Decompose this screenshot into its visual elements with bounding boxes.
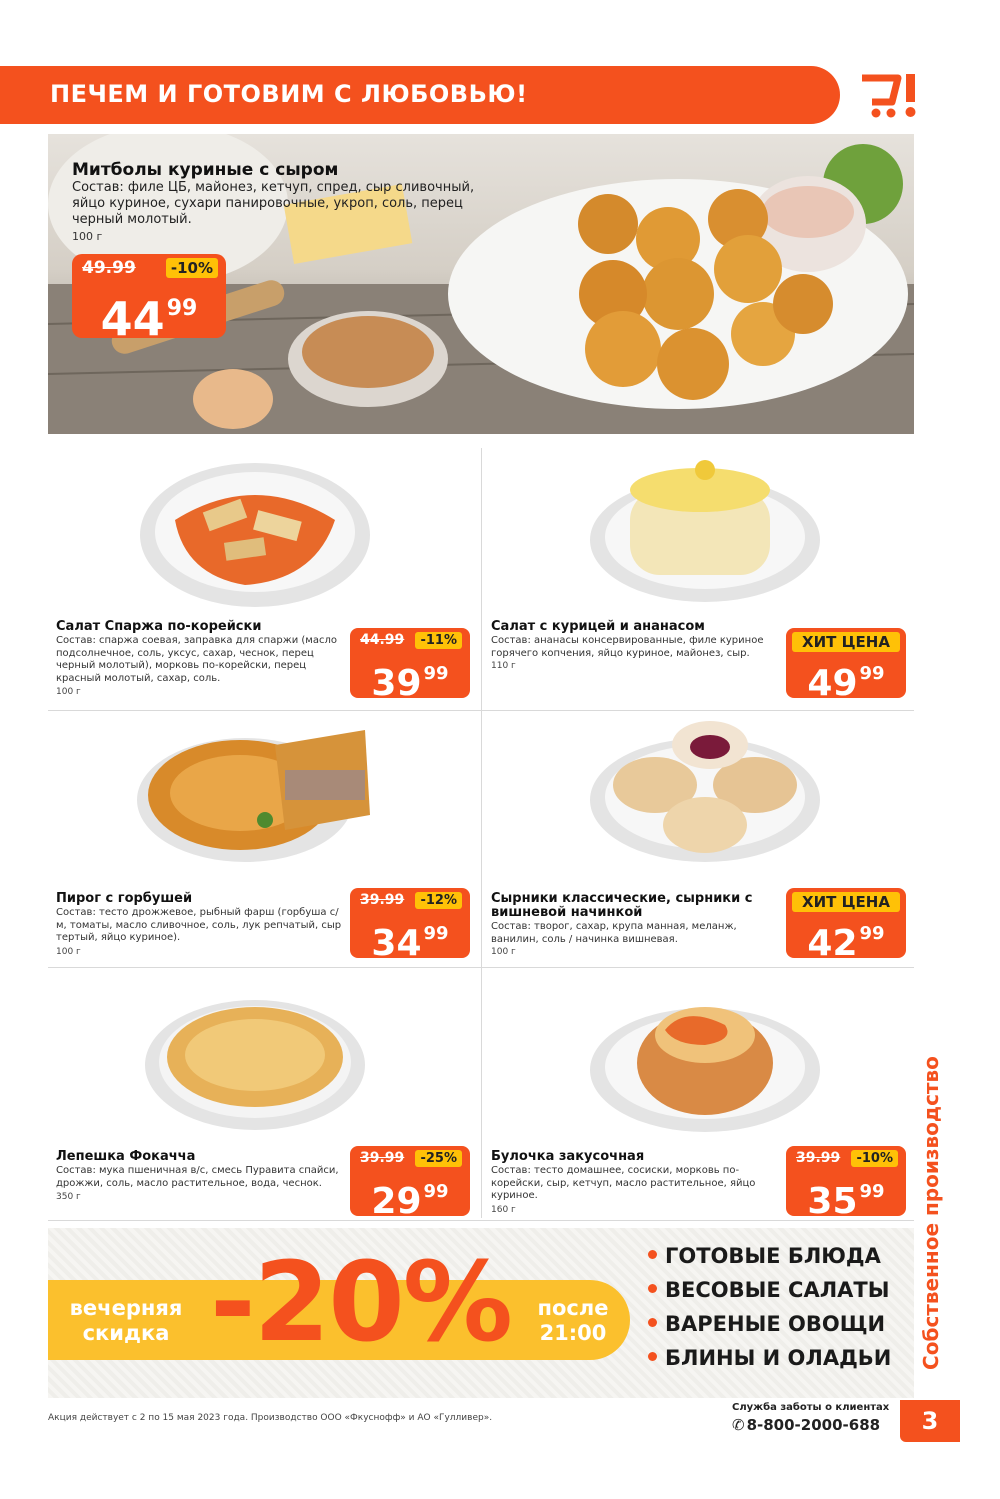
discount-badge: -25% <box>415 1150 462 1167</box>
product-composition: Состав: ананасы консервированные, филе куриное горячего копчения, яйцо куриное, майонез, сыр. <box>491 635 764 659</box>
current-price: 29 $^{99}$ <box>371 1181 449 1222</box>
current-price: $44^{99}$ <box>100 292 198 346</box>
bullet-icon <box>648 1250 657 1259</box>
product-composition: Состав: тесто дрожжевое, рыбный фарш (горбуша с/м, томаты, масло сливочное, соль, лук репчатый, сыр тертый, яйцо куриное). <box>56 907 342 943</box>
page-number: 3 <box>900 1400 960 1442</box>
product-name: Лепешка Фокачча <box>56 1149 196 1164</box>
price-tag <box>350 628 470 704</box>
phone-icon: ✆ <box>732 1416 745 1434</box>
product-name: Булочка закусочная <box>491 1149 645 1164</box>
product-weight: 110 г <box>491 661 516 671</box>
product-composition: Состав: мука пшеничная в/с, смесь Пуравита спайси, дрожжи, соль, масло растительное, вода, чеснок. <box>56 1165 339 1189</box>
old-price: 39.99 <box>360 892 405 908</box>
promo-discount: -20% <box>210 1238 511 1366</box>
product-composition: Состав: тесто домашнее, сосиски, морковь по-корейски, сыр, кетчуп, масло растительное, яйцо куриное. <box>491 1165 756 1201</box>
hit-price-badge: ХИТ ЦЕНА <box>792 632 900 652</box>
old-price: 39.99 <box>796 1150 841 1166</box>
product-weight: 100 г <box>56 947 81 957</box>
product-name: Митболы куриные с сыром <box>72 160 339 180</box>
price-tag <box>350 1146 470 1222</box>
asparagus-salad-image <box>135 460 375 610</box>
product-composition: Состав: филе ЦБ, майонез, кетчуп, спред, сыр сливочный, яйцо куриное, сухари панировочные, укроп, соль, перец черный молотый. <box>72 180 475 227</box>
product-composition: Состав: спаржа соевая, заправка для спаржи (масло подсолнечное, соль, уксус, сахар, чеснок, перец черный молотый), морковь по-корейски, перец красный молотый, сахар, соль. <box>56 635 337 684</box>
current-price: 35 $^{99}$ <box>807 1181 885 1222</box>
promo-evening-label: вечерняя скидка <box>69 1296 183 1345</box>
customer-care-phone: ✆ 8-800-2000-688 <box>732 1416 881 1434</box>
bullet-icon <box>648 1352 657 1361</box>
salmon-pie-image <box>135 715 375 865</box>
product-name: Салат с курицей и ананасом <box>491 619 705 634</box>
list-item: ГОТОВЫЕ БЛЮДА <box>648 1244 891 1278</box>
list-item: ВЕСОВЫЕ САЛАТЫ <box>648 1278 891 1312</box>
old-price: 49.99 <box>82 258 136 278</box>
product-composition: Состав: творог, сахар, крупа манная, меланж, ванилин, соль / начинка вишневая. <box>491 921 737 945</box>
grid-divider <box>481 448 482 1218</box>
current-price: 39 $^{99}$ <box>371 663 449 704</box>
discount-badge: -10% <box>851 1150 898 1167</box>
price-tag <box>786 628 906 704</box>
snack-bun-image <box>585 985 825 1135</box>
page-title: ПЕЧЕМ И ГОТОВИМ С ЛЮБОВЬЮ! <box>50 80 528 108</box>
promo-time-label: после 21:00 <box>537 1296 609 1345</box>
product-name: Пирог с горбушей <box>56 891 193 906</box>
bullet-icon <box>648 1318 657 1327</box>
side-caption: Собственное производство <box>919 1056 943 1370</box>
bullet-icon <box>648 1284 657 1293</box>
old-price: 39.99 <box>360 1150 405 1166</box>
price-tag <box>72 254 226 346</box>
price-tag <box>786 1146 906 1222</box>
price-tag <box>350 888 470 964</box>
hit-price-badge: ХИТ ЦЕНА <box>792 892 900 912</box>
promo-list <box>648 1244 891 1380</box>
current-price: 34 $^{99}$ <box>371 923 449 964</box>
list-item: ВАРЕНЫЕ ОВОЩИ <box>648 1312 891 1346</box>
product-name: Сырники классические, сырники с вишневой начинкой <box>491 891 753 920</box>
grid-divider <box>48 1220 914 1221</box>
discount-badge: -11% <box>415 632 462 649</box>
product-name: Салат Спаржа по-корейски <box>56 619 262 634</box>
product-weight: 100 г <box>72 230 103 243</box>
chicken-pineapple-salad-image <box>585 455 825 605</box>
current-price: 42 $^{99}$ <box>807 923 885 964</box>
customer-care-title: Служба заботы о клиентах <box>732 1402 890 1413</box>
product-weight: 350 г <box>56 1192 81 1202</box>
price-tag <box>786 888 906 964</box>
product-weight: 160 г <box>491 1205 516 1215</box>
list-item: БЛИНЫ И ОЛАДЬИ <box>648 1346 891 1380</box>
grid-divider <box>48 967 914 968</box>
current-price: 49 $^{99}$ <box>807 663 885 704</box>
grid-divider <box>48 710 914 711</box>
discount-badge: -12% <box>415 892 462 909</box>
cart-exclamation-icon <box>858 70 922 120</box>
focaccia-image <box>135 985 375 1135</box>
discount-badge: -10% <box>166 258 218 278</box>
old-price: 44.99 <box>360 632 405 648</box>
product-weight: 100 г <box>491 947 516 957</box>
syrniki-image <box>585 715 825 865</box>
footer-note: Акция действует с 2 по 15 мая 2023 года. Производство ООО «Фкуснофф» и АО «Гулливер». <box>48 1413 493 1423</box>
product-weight: 100 г <box>56 687 81 697</box>
